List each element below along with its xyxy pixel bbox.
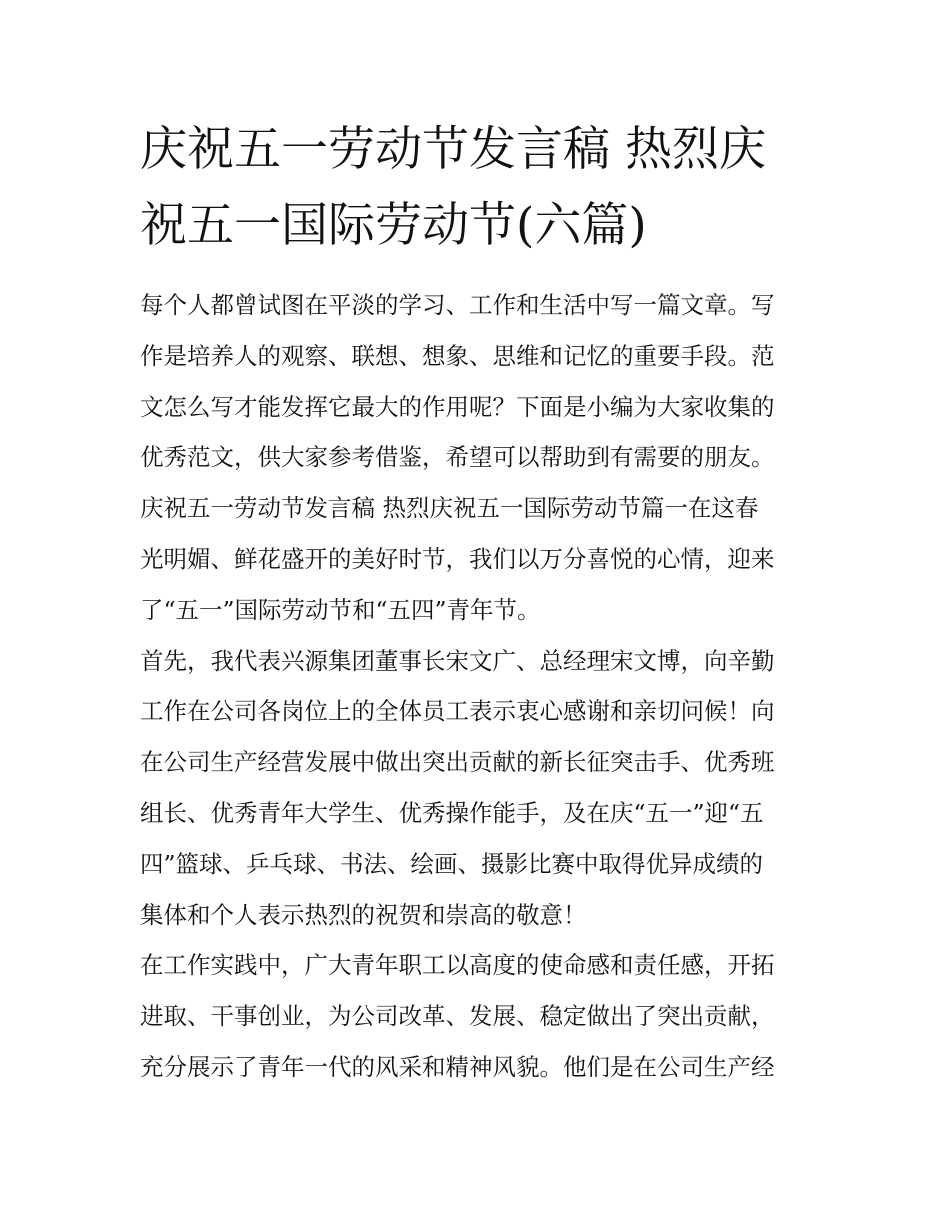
body-line: 充分展示了青年一代的风采和精神风貌。他们是在公司生产经 bbox=[140, 1052, 775, 1081]
body-line: 集体和个人表示热烈的祝贺和崇高的敬意！ bbox=[140, 900, 587, 929]
body-line: 每个人都曾试图在平淡的学习、工作和生活中写一篇文章。写 bbox=[140, 291, 775, 319]
body-line: 优秀范文，供大家参考借鉴，希望可以帮助到有需要的朋友。 bbox=[140, 443, 775, 472]
body-line: 首先，我代表兴源集团董事长宋文广、总经理宋文博，向辛勤 bbox=[140, 646, 775, 675]
body-line: 文怎么写才能发挥它最大的作用呢？下面是小编为大家收集的 bbox=[140, 392, 775, 421]
title-line-1: 庆祝五一劳动节发言稿 热烈庆 bbox=[140, 122, 766, 177]
body-line: 四”篮球、乒乓球、书法、绘画、摄影比赛中取得优异成绩的 bbox=[140, 849, 764, 878]
body-line: 光明媚、鲜花盛开的美好时节，我们以万分喜悦的心情，迎来 bbox=[140, 544, 775, 573]
body-line: 组长、优秀青年大学生、优秀操作能手，及在庆“五一”迎“五 bbox=[140, 798, 764, 827]
body-line: 进取、干事创业，为公司改革、发展、稳定做出了突出贡献， bbox=[140, 1002, 775, 1031]
body-line: 了“五一”国际劳动节和“五四”青年节。 bbox=[140, 595, 541, 624]
document-title bbox=[140, 112, 830, 264]
body-line: 作是培养人的观察、联想、想象、思维和记忆的重要手段。范 bbox=[140, 341, 775, 370]
body-line: 庆祝五一劳动节发言稿 热烈庆祝五一国际劳动节篇一在这春 bbox=[140, 494, 759, 523]
document-body bbox=[140, 280, 820, 1093]
body-line: 在公司生产经营发展中做出突出贡献的新长征突击手、优秀班 bbox=[140, 748, 775, 777]
body-line: 在工作实践中，广大青年职工以高度的使命感和责任感，开拓 bbox=[140, 951, 775, 980]
title-line-2: 祝五一国际劳动节(六篇) bbox=[140, 198, 647, 253]
body-line: 工作在公司各岗位上的全体员工表示衷心感谢和亲切问候！向 bbox=[140, 697, 775, 726]
